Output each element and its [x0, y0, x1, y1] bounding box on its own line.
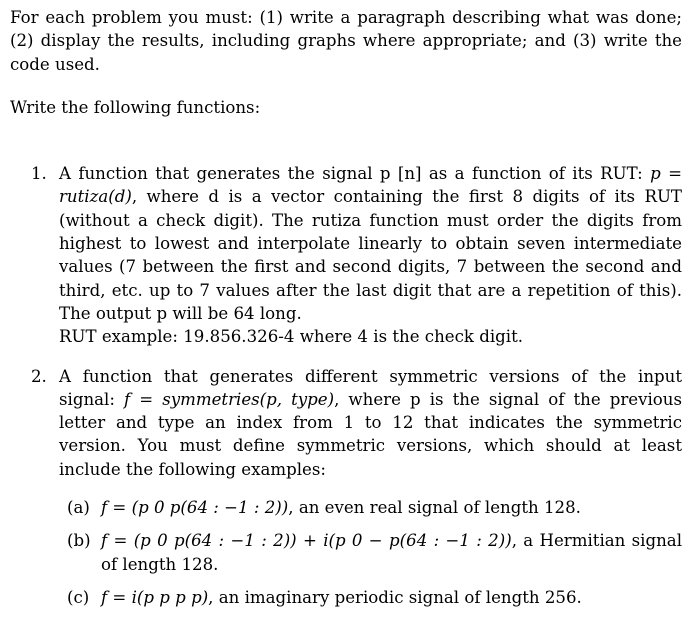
item-text-continued: , where p is the signal of the previous letter and type an index from 1 to 12 that indicates the symmetric version. You must define symmetric versions, which should at least include the following examples: [59, 389, 683, 479]
document-page [10, 6, 682, 609]
item-number: 1. [31, 164, 47, 184]
example-description: , an even real signal of length 128. [288, 498, 581, 518]
problem-list [10, 162, 682, 609]
section-heading: Write the following functions: [10, 97, 261, 117]
example-item-a [59, 496, 682, 519]
example-description: , a Hermitian signal of length 128. [101, 531, 682, 574]
problem-item-1 [10, 162, 682, 348]
item-body [59, 162, 682, 348]
function-signature: p = rutiza(d) [59, 164, 682, 207]
intro-paragraph: For each problem you must: (1) write a paragraph describing what was done; (2) display the results, including graphs where appropriate; and (3) write the code used. [10, 8, 682, 74]
item-description [59, 162, 682, 325]
problem-item-2 [10, 365, 682, 610]
example-sublist [59, 496, 682, 609]
item-text: A function that generates the signal p [n] as a function of its RUT: [59, 164, 651, 184]
item-text-continued: , where d is a vector containing the first 8 digits of its RUT (without a check digit). The rutiza function must order the digits from highest to lowest and interpolate linearly to obtain seven intermediate values (7 between the first and second digits, 7 between the second and third, etc. up to 7 values after the last digit that are a repetition of this). The output p will be 64 long. [59, 187, 682, 323]
example-label: (c) [67, 587, 90, 607]
function-signature: f = symmetries(p, type) [124, 389, 335, 409]
example-item-b [59, 529, 682, 576]
example-formula: f = (p 0 p(64 : −1 : 2)) [101, 498, 289, 518]
example-label: (b) [67, 531, 91, 551]
example-formula: f = (p 0 p(64 : −1 : 2)) + i(p 0 − p(64 : −1 : 2)) [101, 531, 512, 551]
item-number: 2. [31, 366, 47, 386]
example-item-c [59, 586, 682, 609]
item-description [59, 365, 682, 481]
example-label: (a) [67, 498, 90, 518]
rut-example: RUT example: 19.856.326-4 where 4 is the check digit. [59, 327, 524, 347]
item-body [59, 365, 682, 610]
example-formula: f = i(p p p p) [101, 587, 209, 607]
example-description: , an imaginary periodic signal of length 256. [208, 587, 582, 607]
item-text: A function that generates different symmetric versions of the input signal: [59, 366, 682, 409]
